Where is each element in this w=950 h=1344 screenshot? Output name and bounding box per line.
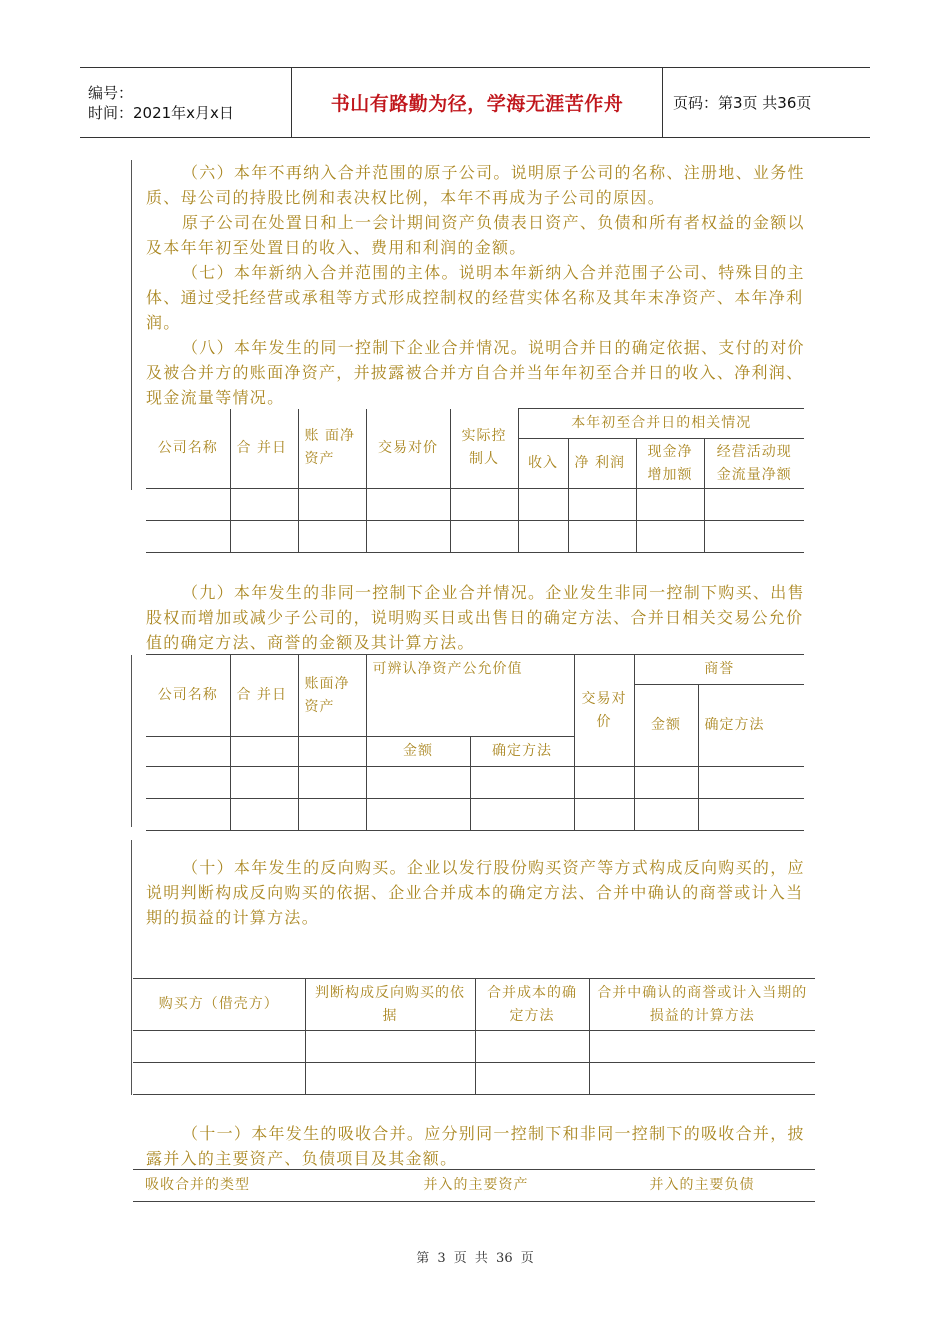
absorption-merger-table (133, 1169, 815, 1202)
table-header: 并入的主要资产 (363, 1170, 589, 1202)
table-cell (146, 489, 230, 521)
table-cell (698, 799, 804, 831)
section-9-paragraph: （九）本年发生的非同一控制下企业合并情况。企业发生非同一控制下购买、出售股权而增加或减少子公司的，说明购买日或出售日的确定方法、合并日相关交易公允价值的确定方法、商誉的金额及其计算方法。 (146, 583, 805, 652)
table-header: 交易对价 (366, 409, 450, 489)
table-cell (634, 799, 698, 831)
table-header: 经营活动现金流量净额 (704, 439, 804, 489)
table-cell (704, 489, 804, 521)
table-header: 确定方法 (470, 737, 574, 767)
table-header: 交易对价 (574, 655, 634, 767)
table-cell (636, 521, 704, 553)
motto-text: 书山有路勤为径，学海无涯苦作舟 (330, 93, 624, 115)
table-header: 公司名称 (146, 655, 230, 737)
page-footer: 第 3 页 共 36 页 (416, 1251, 534, 1266)
table-cell (230, 521, 298, 553)
table-cell (366, 767, 470, 799)
table-cell (704, 521, 804, 553)
table-cell (698, 767, 804, 799)
table-cell (146, 737, 230, 767)
page-number-text: 页码：第3页 共36页 (673, 94, 812, 112)
document-date: 时间：2021年x月x日 (88, 103, 234, 122)
section-6-paragraph-2: 原子公司在处置日和上一会计期间资产负债表日资产、负债和所有者权益的金额以及本年年初至处置日的收入、费用和利润的金额。 (146, 213, 805, 257)
table-cell (230, 489, 298, 521)
table-cell (230, 767, 298, 799)
table-cell (450, 489, 518, 521)
margin-rule (131, 655, 132, 827)
table-header: 账 面净资产 (298, 409, 366, 489)
section-6-paragraph: （六）本年不再纳入合并范围的原子公司。说明原子公司的名称、注册地、业务性质、母公司的持股比例和表决权比例，本年不再成为子公司的原因。 (146, 163, 805, 207)
table-group-header: 本年初至合并日的相关情况 (518, 409, 804, 439)
table-header: 合 并日 (230, 655, 298, 737)
table-cell (146, 799, 230, 831)
table-cell (298, 737, 366, 767)
table-cell (518, 521, 568, 553)
table-cell (636, 489, 704, 521)
table-header: 现金净增加额 (636, 439, 704, 489)
table-header: 并入的主要负债 (589, 1170, 815, 1202)
table-header: 判断构成反向购买的依据 (305, 979, 475, 1031)
table-cell (298, 489, 366, 521)
table-cell (133, 1063, 305, 1095)
table-cell (298, 767, 366, 799)
table-cell (470, 799, 574, 831)
table-header: 收入 (518, 439, 568, 489)
table-cell (634, 767, 698, 799)
table-cell (589, 1063, 815, 1095)
table-cell (366, 489, 450, 521)
table-cell (518, 489, 568, 521)
section-11-paragraph: （十一）本年发生的吸收合并。应分别同一控制下和非同一控制下的吸收合并，披露并入的主要资产、负债项目及其金额。 (146, 1124, 805, 1168)
table-header: 公司名称 (146, 409, 230, 489)
table-header: 合并成本的确定方法 (475, 979, 589, 1031)
table-cell (230, 737, 298, 767)
table-cell (366, 799, 470, 831)
header-meta (80, 68, 292, 137)
table-header: 实际控制人 (450, 409, 518, 489)
section-10-paragraph: （十）本年发生的反向购买。企业以发行股份购买资产等方式构成反向购买的，应说明判断构成反向购买的依据、企业合并成本的确定方法、合并中确认的商誉或计入当期的损益的计算方法。 (146, 858, 805, 927)
table-cell (305, 1063, 475, 1095)
table-cell (574, 767, 634, 799)
table-header: 净 利润 (568, 439, 636, 489)
table-cell (574, 799, 634, 831)
table-header: 合 并日 (230, 409, 298, 489)
margin-rule (131, 840, 132, 1095)
header-page-number (663, 68, 870, 137)
table-header: 吸收合并的类型 (133, 1170, 363, 1202)
table-cell (146, 767, 230, 799)
same-control-merger-table (146, 408, 804, 553)
non-same-control-merger-table (146, 654, 804, 831)
table-header: 金额 (366, 737, 470, 767)
table-cell (298, 521, 366, 553)
reverse-acquisition-table (133, 978, 815, 1095)
table-cell (568, 521, 636, 553)
table-cell (470, 767, 574, 799)
section-7-paragraph: （七）本年新纳入合并范围的主体。说明本年新纳入合并范围子公司、特殊目的主体、通过受托经营或承租等方式形成控制权的经营实体名称及其年末净资产、本年净利润。 (146, 263, 805, 332)
table-cell (366, 521, 450, 553)
table-cell (230, 799, 298, 831)
table-header: 金额 (634, 685, 698, 767)
table-cell (589, 1031, 815, 1063)
table-header: 合并中确认的商誉或计入当期的损益的计算方法 (589, 979, 815, 1031)
table-cell (305, 1031, 475, 1063)
table-cell (568, 489, 636, 521)
table-group-header: 商誉 (634, 655, 804, 685)
table-cell (366, 685, 574, 737)
table-cell (298, 799, 366, 831)
table-cell (475, 1063, 589, 1095)
table-cell (133, 1031, 305, 1063)
table-header: 确定方法 (698, 685, 804, 767)
table-cell (450, 521, 518, 553)
document-number: 编号： (88, 83, 134, 102)
table-header: 账面净资产 (298, 655, 366, 737)
table-header: 购买方（借壳方） (133, 979, 305, 1031)
margin-rule (131, 160, 132, 490)
header-motto (292, 68, 663, 137)
page-header (80, 67, 870, 138)
table-cell (146, 521, 230, 553)
table-cell (475, 1031, 589, 1063)
section-8-paragraph: （八）本年发生的同一控制下企业合并情况。说明合并日的确定依据、支付的对价及被合并方的账面净资产，并披露被合并方自合并当年年初至合并日的收入、净利润、现金流量等情况。 (146, 338, 805, 407)
table-group-header: 可辨认净资产公允价值 (366, 655, 574, 685)
